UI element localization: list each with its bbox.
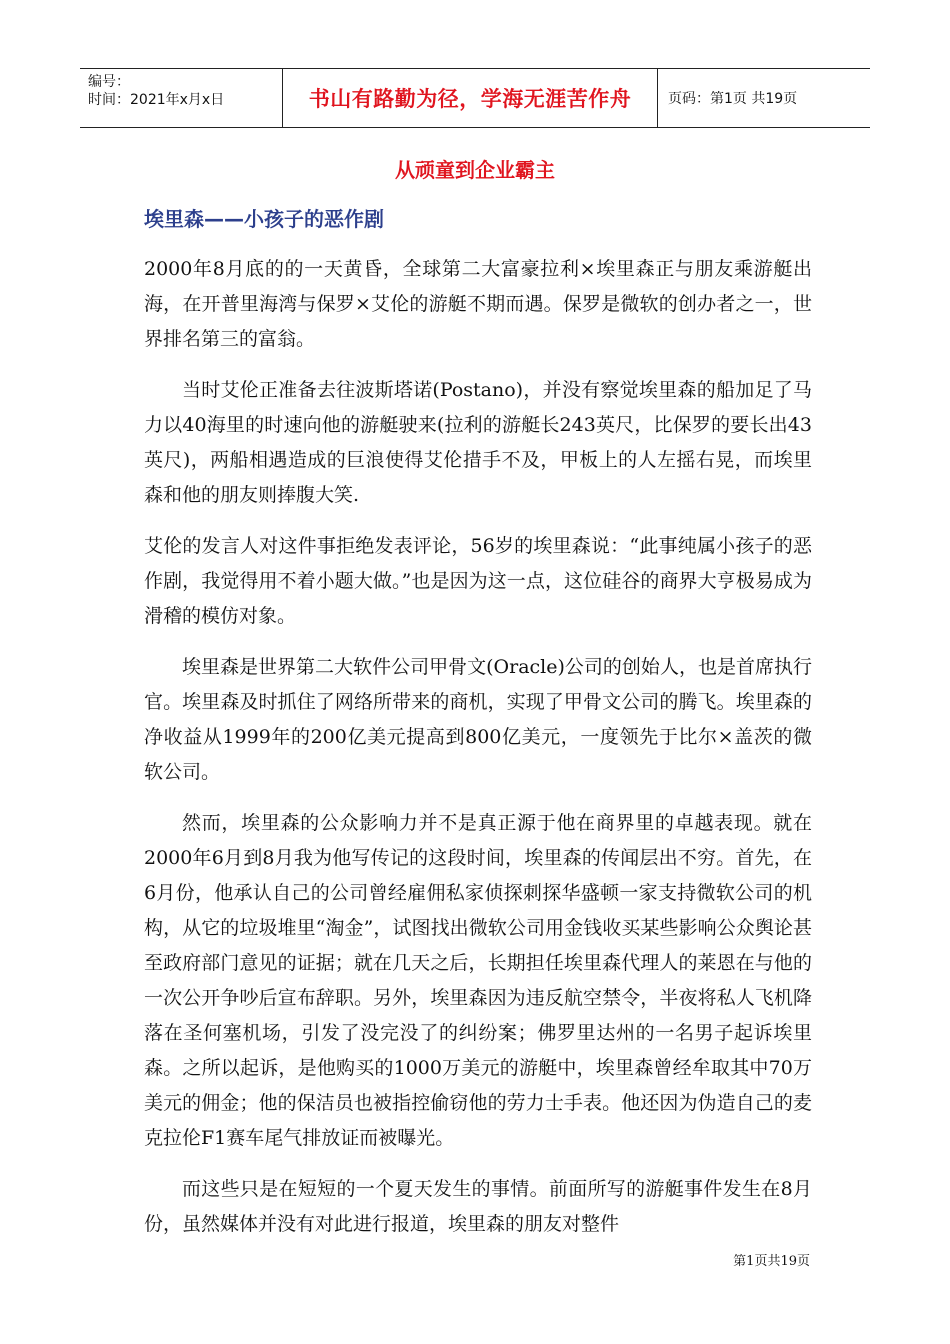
document-time-label: 时间：2021年x月x日 — [88, 92, 225, 108]
body-text — [144, 252, 812, 1258]
page-header — [80, 68, 870, 128]
paragraph-4: 埃里森是世界第二大软件公司甲骨文(Oracle)公司的创始人，也是首席执行官。埃里森及时抓住了网络所带来的商机，实现了甲骨文公司的腾飞。埃里森的净收益从1999年的200亿美元提高到800亿美元，一度领先于比尔×盖茨的微软公司。 — [144, 656, 812, 783]
document-title: 从顽童到企业霸主 — [395, 158, 555, 182]
header-motto: 书山有路勤为径，学海无涯苦作舟 — [283, 69, 658, 127]
page-footer: 第1页共19页 — [733, 1254, 810, 1269]
header-meta — [80, 69, 283, 127]
paragraph-1: 2000年8月底的的一天黄昏，全球第二大富豪拉利×埃里森正与朋友乘游艇出海，在开普里海湾与保罗×艾伦的游艇不期而遇。保罗是微软的创办者之一，世界排名第三的富翁。 — [144, 258, 812, 350]
paragraph-5: 然而，埃里森的公众影响力并不是真正源于他在商界里的卓越表现。就在2000年6月到8月我为他写传记的这段时间，埃里森的传闻层出不穷。首先，在6月份，他承认自己的公司曾经雇佣私家侦探刺探华盛顿一家支持微软公司的机构，从它的垃圾堆里“淘金”，试图找出微软公司用金钱收买某些影响公众舆论甚至政府部门意见的证据；就在几天之后，长期担任埃里森代理人的莱恩在与他的一次公开争吵后宣布辞职。另外，埃里森因为违反航空禁令，半夜将私人飞机降落在圣何塞机场，引发了没完没了的纠纷案；佛罗里达州的一名男子起诉埃里森。之所以起诉，是他购买的1000万美元的游艇中，埃里森曾经牟取其中70万美元的佣金；他的保洁员也被指控偷窃他的劳力士手表。他还因为伪造自己的麦克拉伦F1赛车尾气排放证而被曝光。 — [144, 812, 812, 1149]
document-number-label: 编号： — [88, 74, 130, 90]
paragraph-3: 艾伦的发言人对这件事拒绝发表评论，56岁的埃里森说：“此事纯属小孩子的恶作剧，我觉得用不着小题大做。”也是因为这一点，这位硅谷的商界大亨极易成为滑稽的模仿对象。 — [144, 535, 812, 627]
paragraph-2: 当时艾伦正准备去往波斯塔诺(Postano)，并没有察觉埃里森的船加足了马力以40海里的时速向他的游艇驶来(拉利的游艇长243英尺，比保罗的要长出43英尺)，两船相遇造成的巨浪使得艾伦措手不及，甲板上的人左摇右晃，而埃里森和他的朋友则捧腹大笑. — [144, 379, 812, 506]
section-heading: 埃里森——小孩子的恶作剧 — [144, 207, 384, 231]
paragraph-6: 而这些只是在短短的一个夏天发生的事情。前面所写的游艇事件发生在8月份，虽然媒体并没有对此进行报道，埃里森的朋友对整件 — [144, 1178, 812, 1235]
header-page-label: 页码：第1页 共19页 — [668, 91, 798, 107]
